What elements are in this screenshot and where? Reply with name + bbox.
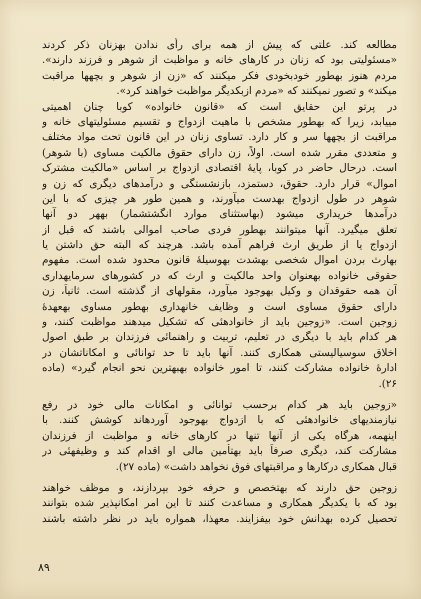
- text-line: دارای حقوق مساوی است و وظایف خانهداری بهطور مساوی بهعهدهٔ: [42, 300, 397, 313]
- text-line: اخلاق سوسیالیستی همکاری کنند. آنها باید تا حد توانائی و امکاناتشان در: [42, 346, 397, 359]
- paragraph-4: [42, 481, 397, 527]
- text-line: میکند» و تصور نمیکنند که «مردم ازبکدیگر مواظبت خواهند کرد».: [116, 85, 397, 98]
- text-line: تعلق میگیرد. آنها میتوانند بهطور فردی صاحب اموالی باشند که قبل از: [42, 223, 397, 236]
- text-line: «مسئولیتی بود که زنان در کارهای خانه و مواظبت از شوهر و فرزند دارند».: [42, 54, 397, 67]
- text-line: «زوجین باید هر کدام برحسب توانائی و امکانات مالی خود در رفع: [42, 398, 397, 411]
- text-line: ازدواج یا از طریق ارث فراهم آمده باشد. هرچند که البته حق داشتن یا: [42, 239, 397, 252]
- paragraph-2: [42, 100, 397, 392]
- text-line: قبال همکاری درکارها و مراقبتهای فوق نخواهد داشت» (ماده ۲۷).: [115, 460, 397, 473]
- text-line: نیازمندیهای خانوادهئی که با ازدواج بهوجود آوردهاند کوشش کنند. با: [42, 414, 397, 427]
- text-line: زوجین حق دارند که بهتخصص و حرفه خود بپردازند، و موظف خواهند: [42, 481, 397, 494]
- paragraph-3: [42, 398, 397, 475]
- text-line: ادارهٔ خانواده مشارکت کنند، تا امور خانواده بهبهترین نحو انجام گیرد» (ماده: [42, 362, 397, 375]
- paragraph-1: [42, 38, 397, 100]
- text-line: زوجین است. «زوجین باید از خانوادهئی که تشکیل میدهند مواظبت کنند، و: [42, 316, 397, 329]
- text-line: مشارکت کند، دیگری صرفاً باید بهتأمین مالی او اقدام کند و وظیفهئی در: [42, 445, 397, 458]
- text-line: اموال» قرار دارد. حقوق، دستمزد، بازنشستگی و درآمدهای دیگری که زن و: [42, 177, 397, 190]
- text-line: آن همه حقوقدان و وکیل بهوجود میآورد، مقولهای از گذشته است. ثانیاً، زن: [42, 285, 397, 298]
- text-line: درآمدها خریداری میشود (بهاستثنای موارد انگشتشمار) بههر دو آنها: [42, 208, 397, 221]
- body-text: [42, 38, 397, 527]
- text-line: شوهر در طول ازدواج بهدست میآورند، و همین طور هر چیزی که با این: [42, 192, 397, 205]
- text-line: هر کدام باید با دیگری در تعلیم، تربیت و راهنمائی فرزندان بر طبق اصول: [42, 331, 397, 344]
- text-line: مطالعه کند. علتی که پیش از همه برای رأی ندادن بهزنان ذکر کردند: [42, 39, 397, 51]
- text-line: بود که با یکدیگر همکاری و مساعدت کنند تا این امر امکانپذیر شده بتوانند: [42, 497, 397, 510]
- text-line: اینهمه، هرگاه یکی از آنها تنها در کارهای خانه و مواظبت از فرزندان: [42, 429, 397, 442]
- text-line: و متعددی مقرر شده است. اولاً، زن دارای حقوق مالکیت مساوی (با شوهر): [42, 146, 397, 159]
- text-line: در پرتو این حقایق است که «قانون خانواده» کوبا چنان اهمیتی: [42, 100, 397, 113]
- text-line: تحصیل کرده بهدانش خود بیفزایند. معهذا، همواره باید در نظر داشته باشند: [42, 512, 397, 525]
- text-line: مراقبت از بچهها سر و کار دارد. تساوی زنان در این قانون تحت مواد مختلف: [42, 131, 397, 144]
- text-line: مییابد، زیرا که بهطور مشخص با ماهیت ازدواج و تقسیم مسئولیتهای خانه و: [42, 115, 397, 128]
- page-number: ۸۹: [38, 561, 50, 574]
- text-line: است. درحال حاضر در کوبا، پایهٔ اقتصادی ازدواج بر اساس «مالکیت مشترک: [42, 162, 397, 175]
- text-line: حقوقی خانواده بهعنوان واحد مالکیت و ارث که در کشورهای سرمایهداری: [42, 269, 397, 282]
- text-line: مردم هنوز بهطور خودبخودی فکر میکنند که «زن از شوهر و بچهها مراقبت: [42, 69, 397, 82]
- text-line: ۲۶).: [378, 377, 397, 390]
- text-line: بهارث بردن اموال شخصی بهشدت بهوسیلهٔ قانون محدود شده است. مفهوم: [42, 254, 397, 267]
